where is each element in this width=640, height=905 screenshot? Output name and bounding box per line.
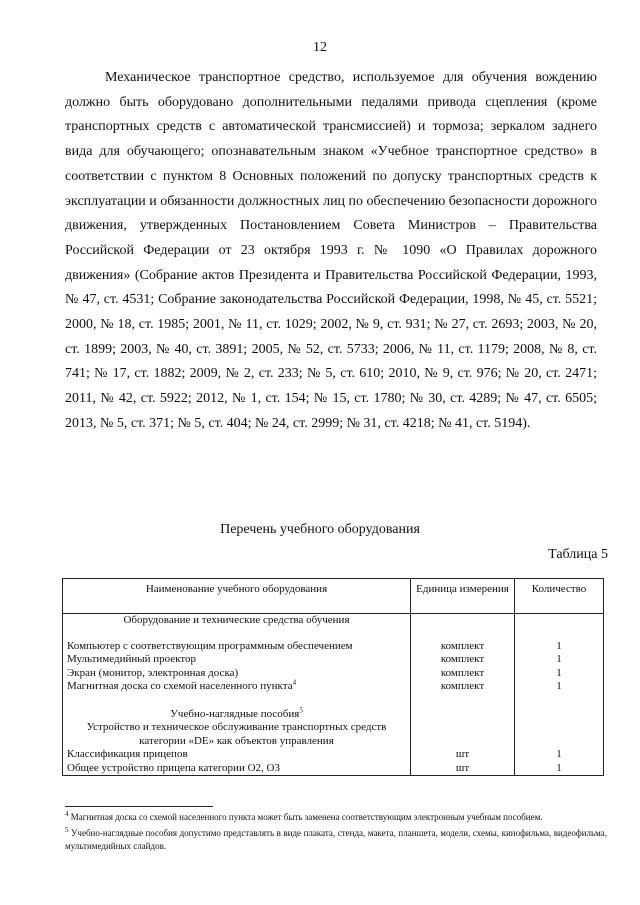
footnote-number: 5 <box>65 826 69 834</box>
footnote-number: 4 <box>65 810 69 818</box>
item-quantity: 1 <box>515 762 604 776</box>
item-name: Магнитная доска со схемой населенного пункта <box>67 680 293 692</box>
item-unit: шт <box>411 748 515 762</box>
body-paragraph: Механическое транспортное средство, используемое для обучения вождению должно быть оборудовано дополнительными педалями привода сцепления (кроме транспортных средств с автоматической трансмиссией) и тормоза; зеркалом заднего вида для обучающего; опознавательным знаком «Учебное транспортное средство» в соответствии с пунктом 8 Основных положений по допуску транспортных средств к эксплуатации и обязанности должностных лиц по обеспечению безопасности дорожного движения, утвержденных Постановлением Совета Министров – Правительства Российской Федерации от 23 октября 1993 г. № 1090 «О Правилах дорожного движения» (Собрание актов Президента и Правительства Российской Федерации, 1993, № 47, ст. 4531; Собрание законодательства Российской Федерации, 1998, № 45, ст. 5521; 2000, № 18, ст. 1985; 2001, № 11, ст. 1029; 2002, № 9, ст. 931; № 27, ст. 2693; 2003, № 20, ст. 1899; 2003, № 40, ст. 3891; 2005, № 52, ст. 5733; 2006, № 11, ст. 1179; 2008, № 8, ст. 741; № 17, ст. 1882; 2009, № 2, ст. 233; № 5, ст. 610; 2010, № 9, ст. 976; № 20, ст. 2471; 2011, № 42, ст. 5922; 2012, № 1, ст. 154; № 15, ст. 1780; № 30, ст. 4289; № 47, ст. 6505; 2013, № 5, ст. 371; № 5, ст. 404; № 24, ст. 2999; № 31, ст. 4218; № 41, ст. 5194). <box>65 70 597 431</box>
equipment-list-title: Перечень учебного оборудования <box>220 522 420 537</box>
item-name-cell <box>63 680 411 694</box>
header-unit: Единица измерения <box>411 579 515 614</box>
section-title: Учебно-наглядные пособия <box>170 707 300 720</box>
item-unit: комплект <box>411 667 515 681</box>
subsection-row <box>63 721 604 748</box>
table-row <box>63 762 604 776</box>
item-unit: комплект <box>411 680 515 694</box>
equipment-table <box>62 578 604 776</box>
item-name: Классификация прицепов <box>63 748 411 762</box>
item-unit: комплект <box>411 653 515 667</box>
table-row <box>63 680 604 694</box>
table-caption: Таблица 5 <box>548 547 608 562</box>
section-row <box>63 708 604 722</box>
item-quantity: 1 <box>515 680 604 694</box>
item-quantity: 1 <box>515 653 604 667</box>
item-quantity: 1 <box>515 667 604 681</box>
table-row <box>63 748 604 762</box>
item-quantity: 1 <box>515 748 604 762</box>
item-quantity: 1 <box>515 640 604 654</box>
footnote <box>65 827 607 853</box>
item-name: Общее устройство прицепа категории O2, O3 <box>63 762 411 776</box>
table-row <box>63 640 604 654</box>
item-name: Экран (монитор, электронная доска) <box>63 667 411 681</box>
page-number: 12 <box>313 40 327 55</box>
footnote-separator <box>65 806 213 807</box>
section-title-cell <box>63 705 411 722</box>
item-name: Компьютер с соответствующим программным обеспечением <box>63 640 411 654</box>
header-name: Наименование учебного оборудования <box>63 579 411 614</box>
footnote <box>65 811 607 824</box>
table-header-row <box>63 579 604 614</box>
item-unit: комплект <box>411 640 515 654</box>
header-quantity: Количество <box>515 579 604 614</box>
item-name: Мультимедийный проектор <box>63 653 411 667</box>
table-row <box>63 653 604 667</box>
subsection-title: Устройство и техническое обслуживание транспортных средств категории «DE» как объектов управления <box>63 721 411 748</box>
footnote-text: Учебно-наглядные пособия допустимо представлять в виде плаката, стенда, макета, планшета, модели, схемы, кинофильма, видеофильма, мультимедийных слайдов. <box>65 828 608 851</box>
item-unit: шт <box>411 762 515 776</box>
footnote-text: Магнитная доска со схемой населенного пункта может быть заменена соответствующим электронным учебным пособием. <box>70 812 543 822</box>
footnote-ref: 5 <box>299 705 303 714</box>
table-row <box>63 667 604 681</box>
footnote-ref: 4 <box>292 678 297 687</box>
section-row <box>63 614 604 628</box>
section-title: Оборудование и технические средства обучения <box>63 614 411 628</box>
footnotes <box>65 811 607 856</box>
